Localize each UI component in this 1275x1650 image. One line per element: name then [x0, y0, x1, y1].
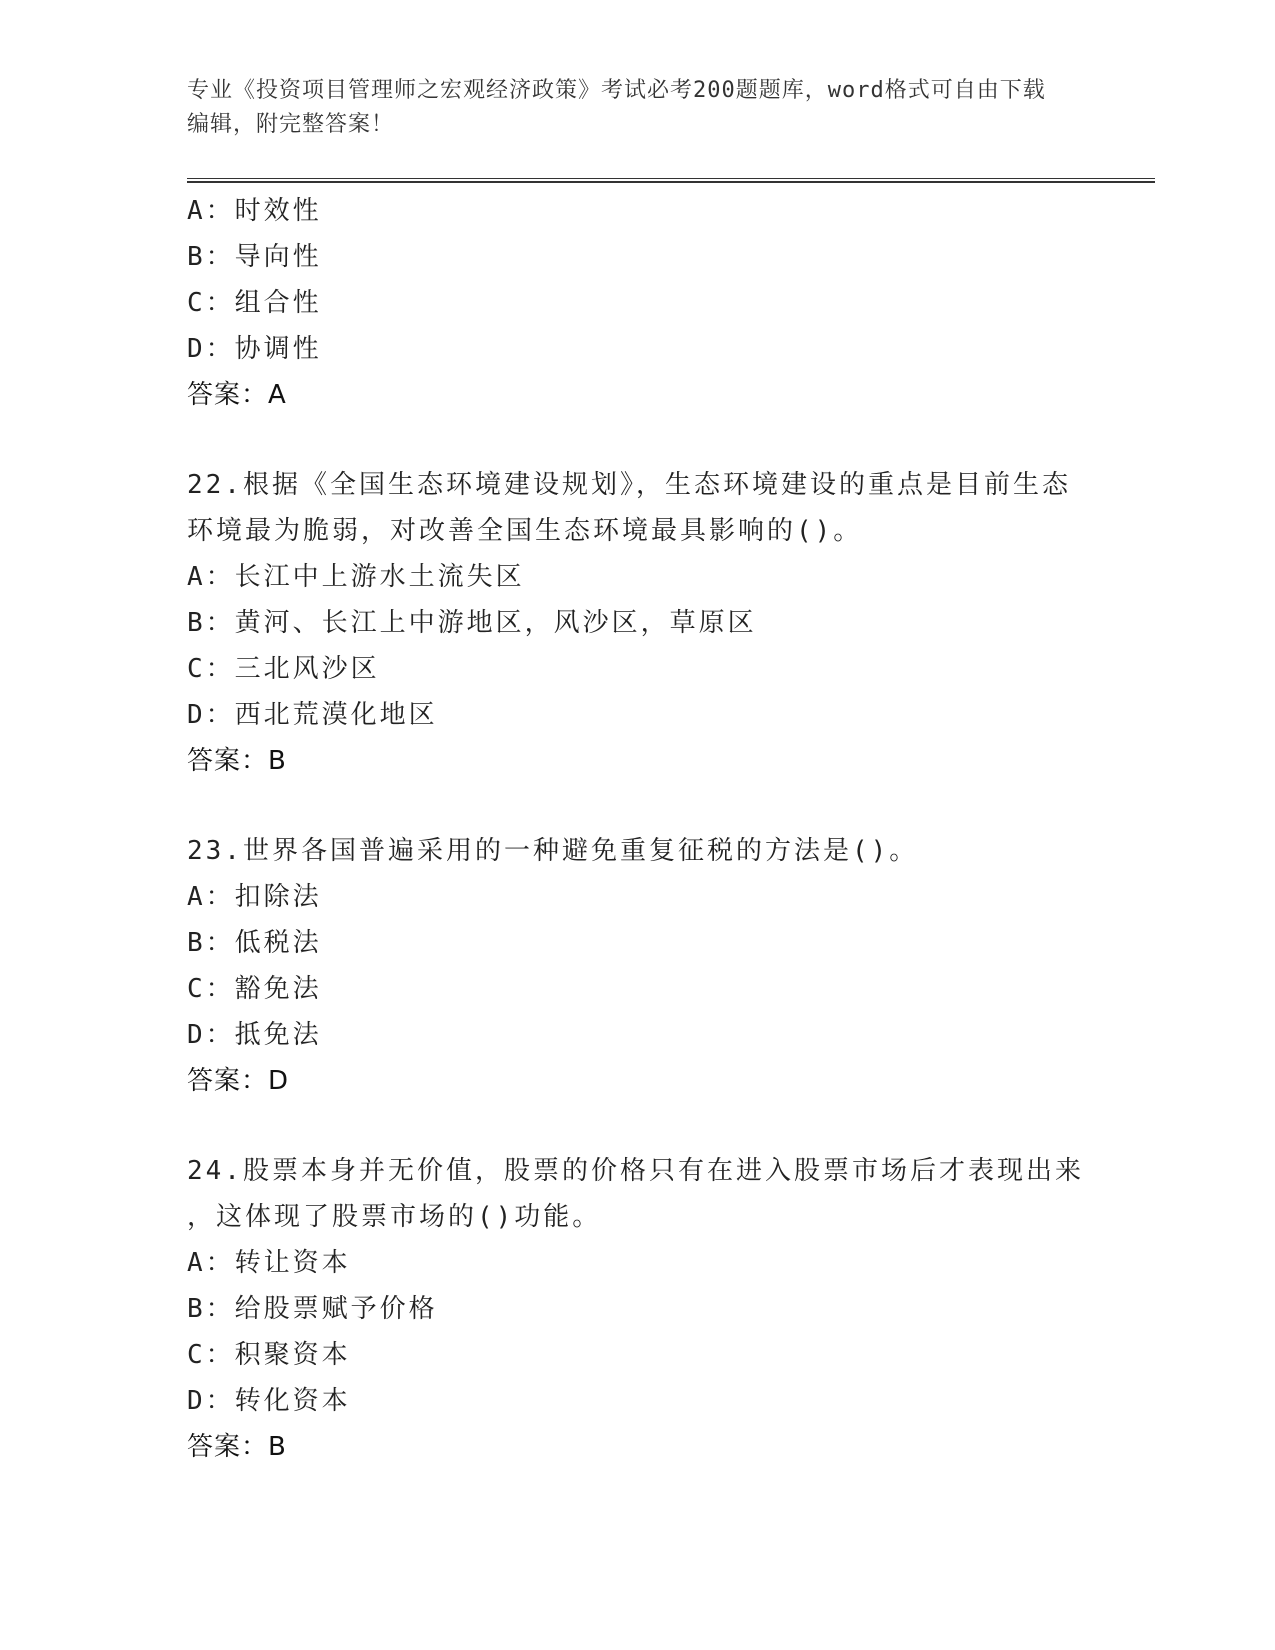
option-c: C：积聚资本	[187, 1340, 351, 1370]
option-c: C：组合性	[187, 288, 322, 318]
option-a: A：扣除法	[187, 882, 322, 912]
answer-text: 答案：D	[187, 1066, 290, 1096]
question-22	[187, 462, 1087, 784]
question-text-line: 24.股票本身并无价值，股票的价格只有在进入股票市场后才表现出来	[187, 1156, 1084, 1186]
question-list	[187, 188, 1087, 1470]
option-d: D：协调性	[187, 334, 322, 364]
option-d: D：西北荒漠化地区	[187, 700, 438, 730]
option-c: C：豁免法	[187, 974, 322, 1004]
answer-text: 答案：B	[187, 746, 287, 776]
question-24	[187, 1148, 1087, 1470]
option-d: D：抵免法	[187, 1020, 322, 1050]
option-d: D：转化资本	[187, 1386, 351, 1416]
question-text-line: 环境最为脆弱，对改善全国生态环境最具影响的()。	[187, 516, 863, 546]
document-header: 专业《投资项目管理师之宏观经济政策》考试必考200题题库，word格式可自由下载编辑，附完整答案！	[187, 78, 1046, 137]
question-text-line: 23.世界各国普遍采用的一种避免重复征税的方法是()。	[187, 836, 919, 866]
option-b: B：黄河、长江上中游地区，风沙区，草原区	[187, 608, 757, 638]
answer-text: 答案：A	[187, 380, 287, 410]
answer-text: 答案：B	[187, 1432, 287, 1462]
header-divider	[187, 178, 1155, 183]
option-c: C：三北风沙区	[187, 654, 380, 684]
spacer	[187, 418, 1087, 462]
question-partial	[187, 188, 1087, 418]
spacer	[187, 784, 1087, 828]
option-a: A：转让资本	[187, 1248, 351, 1278]
option-b: B：低税法	[187, 928, 322, 958]
question-text-line: 22.根据《全国生态环境建设规划》，生态环境建设的重点是目前生态	[187, 470, 1071, 500]
option-a: A：长江中上游水土流失区	[187, 562, 525, 592]
option-b: B：给股票赋予价格	[187, 1294, 438, 1324]
spacer	[187, 1104, 1087, 1148]
option-b: B：导向性	[187, 242, 322, 272]
question-text-line: ，这体现了股票市场的()功能。	[187, 1202, 602, 1232]
question-23	[187, 828, 1087, 1104]
option-a: A：时效性	[187, 196, 322, 226]
